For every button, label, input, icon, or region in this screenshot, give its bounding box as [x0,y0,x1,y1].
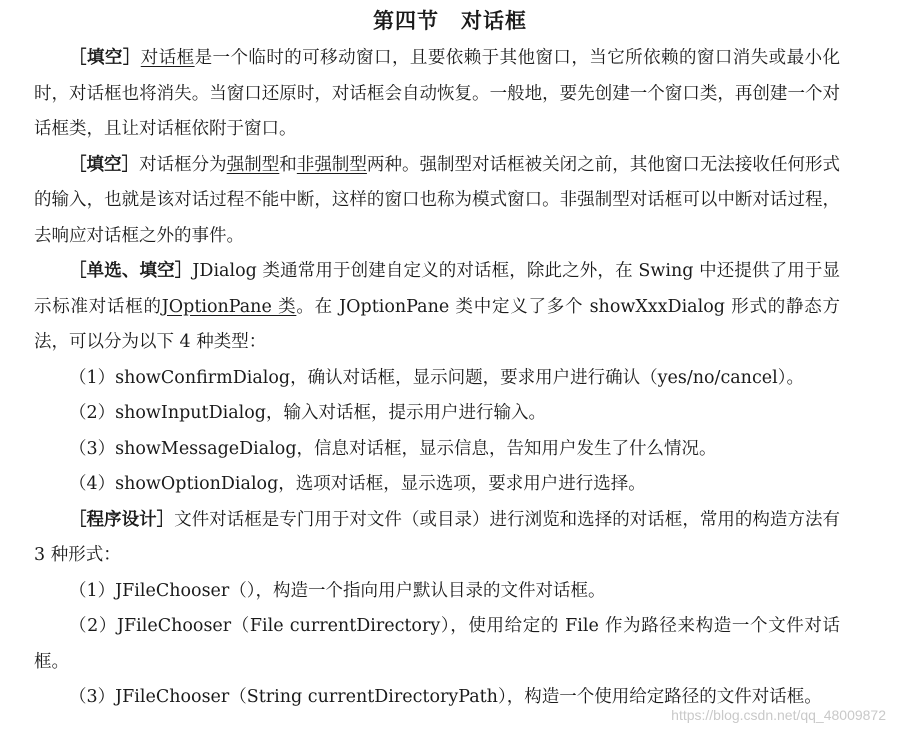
paragraph-text: 两种。强制型对话框被关闭之前，其他窗口无法接收任何形式的输入，也就是该对话过程不能中断，这样的窗口也称为模式窗口。非强制型对话框可以中断对话过程，去响应对话框之外的事件。 [34,154,841,246]
key-term-modal: 强制型 [226,154,280,175]
paragraph-text: 。在 JOptionPane 类中定义了多个 showXxxDialog 形式的静态方法，可以分为以下 4 种类型： [34,296,840,352]
watermark: https://blog.csdn.net/qq_48009872 [671,707,886,723]
paragraph-text: 和 [279,154,297,175]
list-item-dialog-type: （2）showInputDialog，输入对话框，提示用户进行输入。 [69,403,546,423]
paragraph-dialog-definition [34,41,840,148]
paragraph-text: JDialog 类通常用于创建自定义的对话框，除此之外，在 Swing 中还提供了用于显示标准对话框的 [34,261,841,317]
question-type-tag: ［填空］ [69,154,140,175]
list-item-constructor: （3）JFileChooser（String currentDirectoryPath），构造一个使用给定路径的文件对话框。 [69,687,822,707]
list-item-dialog-type: （3）showMessageDialog，信息对话框，显示信息，告知用户发生了什么情况。 [69,438,717,459]
paragraph-text: 对话框分为 [139,154,227,175]
question-type-tag: ［程序设计］ [69,509,175,530]
paragraph-joptionpane [34,254,840,361]
list-item-dialog-type: （1）showConfirmDialog，确认对话框，显示问题，要求用户进行确认（yes/no/cancel）。 [69,367,804,388]
paragraph-text: 文件对话框是专门用于对文件（或目录）进行浏览和选择的对话框，常用的构造方法有 3 种形式： [34,509,840,565]
question-type-tag: ［填空］ [69,48,141,68]
key-term-modeless: 非强制型 [296,154,367,175]
list-item-constructor: （1）JFileChooser（），构造一个指向用户默认目录的文件对话框。 [69,580,606,601]
paragraph-text: 是一个临时的可移动窗口，且要依赖于其他窗口，当它所依赖的窗口消失或最小化时，对话框也将消失。当窗口还原时，对话框会自动恢复。一般地，要先创建一个窗口类，再创建一个对话框类，且让对话框依附于窗口。 [34,48,841,139]
question-type-tag: ［单选、填空］ [69,261,193,281]
section-content [34,41,840,716]
paragraph-file-chooser [34,503,840,574]
section-title: 第四节 对话框 [373,9,527,33]
key-term-dialog: 对话框 [140,48,195,68]
list-item-constructor: （2）JFileChooser（File currentDirectory），使用给定的 File 作为路径来构造一个文件对话框。 [34,616,840,672]
key-term-joptionpane: JOptionPane 类 [161,296,297,317]
paragraph-dialog-kinds [34,148,840,255]
list-item-dialog-type: （4）showOptionDialog，选项对话框，显示选项，要求用户进行选择。 [69,474,646,494]
